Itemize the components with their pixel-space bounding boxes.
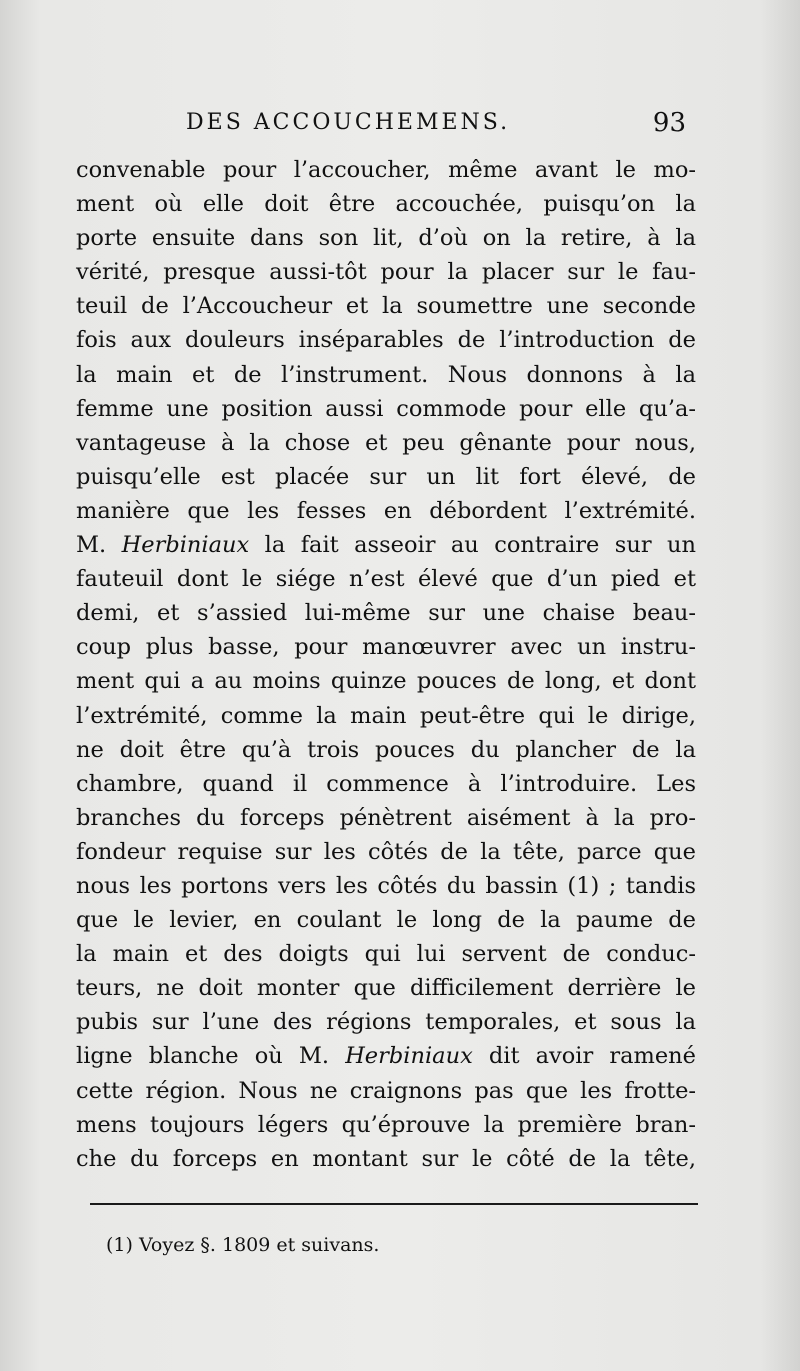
text-line: fondeur requise sur les côtés de la tête, parce que (76, 838, 696, 865)
italic-name: Herbiniaux (345, 1043, 473, 1070)
text-line: fauteuil dont le siége n’est élevé que d’un pied et (76, 566, 696, 593)
line-segment: M. (76, 532, 122, 559)
text-line: mens toujours légers qu’éprouve la première bran- (76, 1111, 696, 1138)
body-text (76, 153, 696, 1176)
text-line: che du forceps en montant sur le côté de la tête, (76, 1145, 696, 1172)
text-line: teurs, ne doit monter que difficilement derrière le (76, 975, 696, 1002)
italic-name: Herbiniaux (121, 532, 250, 559)
footnote: (1) Voyez §. 1809 et suivans. (106, 1234, 380, 1256)
text-line: femme une position aussi commode pour elle qu’a- (76, 395, 696, 422)
text-line: vérité, presque aussi-tôt pour la placer sur le fau- (76, 259, 696, 286)
text-line: fois aux douleurs inséparables de l’introduction de (76, 327, 696, 354)
text-line: l’extrémité, comme la main peut-être qui le dirige, (76, 702, 696, 729)
text-line: teuil de l’Accoucheur et la soumettre une seconde (76, 293, 696, 320)
text-line: coup plus basse, pour manœuvrer avec un instru- (76, 634, 696, 661)
text-line: la main et des doigts qui lui servent de conduc- (76, 941, 696, 968)
text-line: cette région. Nous ne craignons pas que les frotte- (76, 1077, 696, 1104)
running-head (186, 110, 686, 146)
text-line: ment où elle doit être accouchée, puisqu’on la (76, 191, 696, 218)
line-segment: la fait asseoir au contraire sur un (249, 532, 697, 559)
page-number: 93 (652, 108, 686, 138)
text-line (76, 1039, 696, 1073)
text-line: branches du forceps pénètrent aisément à la pro- (76, 804, 696, 831)
text-line: nous les portons vers les côtés du bassin (1) ; tandis (76, 872, 696, 899)
line-segment: dit avoir ramené (472, 1043, 696, 1070)
text-line: convenable pour l’accoucher, même avant le mo- (76, 157, 696, 183)
text-line: vantageuse à la chose et peu gênante pour nous, (76, 429, 696, 456)
text-line: pubis sur l’une des régions temporales, et sous la (76, 1009, 696, 1036)
line-segment: ligne blanche où M. (76, 1043, 346, 1070)
text-line: chambre, quand il commence à l’introduire. Les (76, 770, 696, 797)
text-line: demi, et s’assied lui-même sur une chaise beau- (76, 600, 696, 627)
text-line: ment qui a au moins quinze pouces de long, et dont (76, 668, 696, 695)
text-line: puisqu’elle est placée sur un lit fort élevé, de (76, 463, 696, 490)
footnote-rule (90, 1203, 698, 1205)
text-line: porte ensuite dans son lit, d’où on la retire, à la (76, 225, 696, 252)
running-title: DES ACCOUCHEMENS. (186, 110, 511, 135)
text-line (76, 528, 696, 562)
text-line: ne doit être qu’à trois pouces du plancher de la (76, 736, 696, 763)
text-line: manière que les fesses en débordent l’extrémité. (76, 497, 696, 524)
text-line: la main et de l’instrument. Nous donnons à la (76, 361, 696, 388)
text-line: que le levier, en coulant le long de la paume de (76, 907, 696, 934)
